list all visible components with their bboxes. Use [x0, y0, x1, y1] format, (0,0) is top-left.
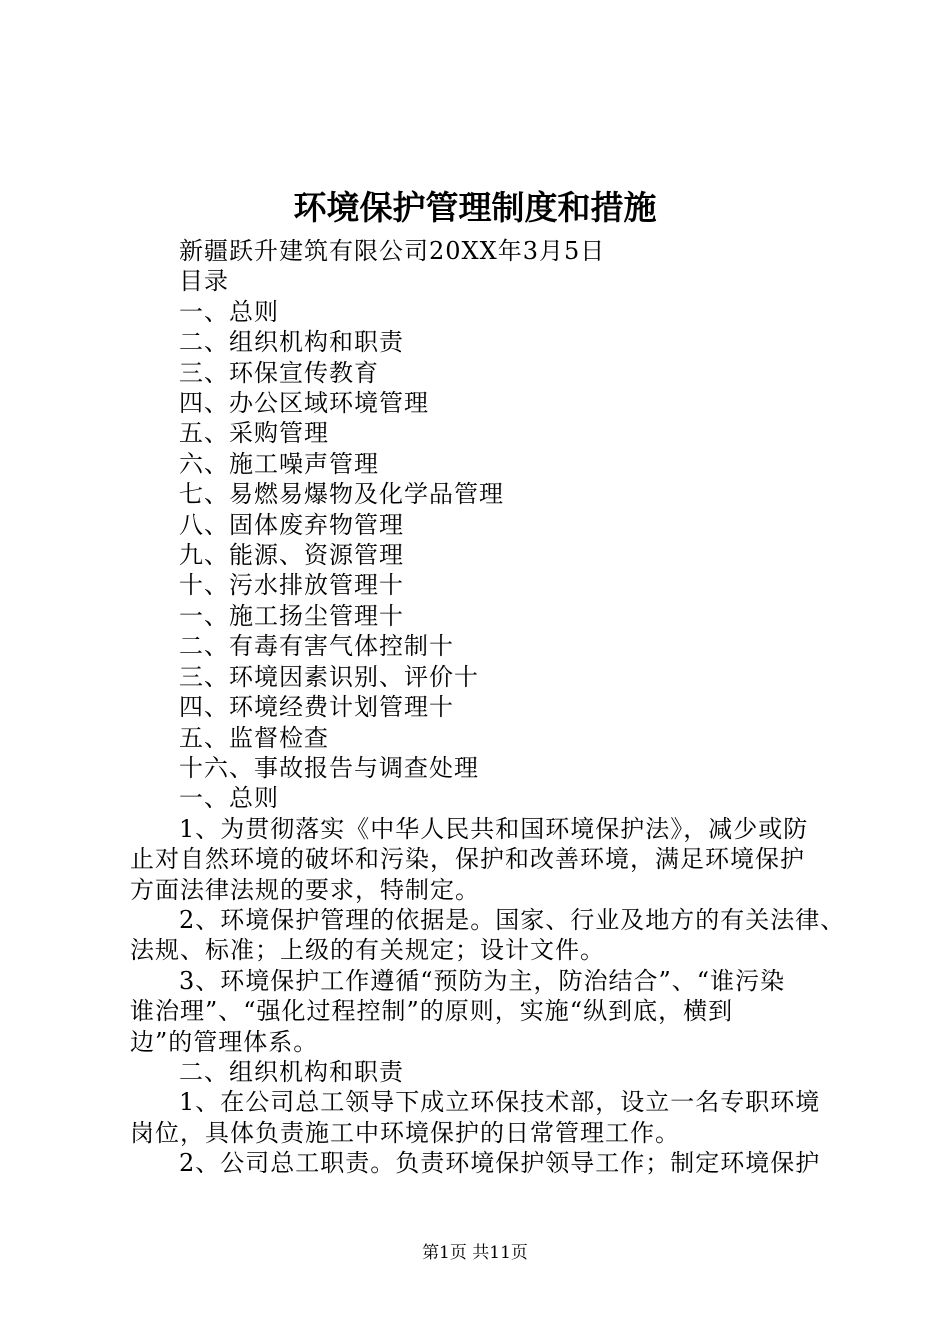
- toc-item: 十、污水排放管理十: [179, 571, 404, 600]
- paragraph-line: 1、为贯彻落实《中华人民共和国环境保护法》，减少或防: [179, 814, 809, 843]
- toc-item: 一、总则: [179, 297, 279, 326]
- paragraph-line: 1、在公司总工领导下成立环保技术部，设立一名专职环境: [179, 1088, 821, 1117]
- table-of-contents: [130, 297, 830, 784]
- toc-item: 三、环保宣传教育: [179, 358, 379, 387]
- toc-item: 四、环境经费计划管理十: [179, 693, 454, 722]
- document-body: [130, 236, 846, 1179]
- toc-item: 四、办公区域环境管理: [179, 389, 429, 418]
- document-subtitle: 新疆跃升建筑有限公司20XX年3月5日: [179, 237, 606, 265]
- paragraph: [130, 1148, 830, 1178]
- paragraph-line: 方面法律法规的要求，特制定。: [130, 875, 480, 904]
- section-heading: 二、组织机构和职责: [179, 1057, 404, 1086]
- paragraph-line: 谁治理”、“强化过程控制”的原则，实施“纵到底，横到: [130, 997, 734, 1026]
- paragraph-line: 2、环境保护管理的依据是。国家、行业及地方的有关法律、: [179, 905, 846, 934]
- paragraph-line: 岗位，具体负责施工中环境保护的日常管理工作。: [130, 1118, 680, 1147]
- toc-item: 三、环境因素识别、评价十: [179, 662, 479, 691]
- toc-heading: 目录: [179, 267, 229, 296]
- page-number-footer: 第1页 共11页: [422, 1243, 528, 1263]
- toc-item: 九、能源、资源管理: [179, 541, 404, 570]
- toc-item: 十六、事故报告与调查处理: [179, 753, 479, 782]
- paragraph: [130, 1087, 830, 1148]
- section-heading: 一、总则: [179, 784, 279, 813]
- toc-item: 五、采购管理: [179, 419, 329, 448]
- paragraph-line: 法规、标准；上级的有关规定；设计文件。: [130, 936, 605, 965]
- toc-item: 八、固体废弃物管理: [179, 510, 404, 539]
- toc-item: 五、监督检查: [179, 723, 329, 752]
- toc-item: 七、易燃易爆物及化学品管理: [179, 480, 504, 509]
- paragraph: [130, 966, 830, 1057]
- toc-item: 一、施工扬尘管理十: [179, 601, 404, 630]
- toc-item: 六、施工噪声管理: [179, 449, 379, 478]
- toc-item: 二、有毒有害气体控制十: [179, 632, 454, 661]
- paragraph-line: 止对自然环境的破坏和污染，保护和改善环境，满足环境保护: [130, 845, 805, 874]
- paragraph: [130, 905, 846, 966]
- paragraph-line: 2、公司总工职责。负责环境保护领导工作；制定环境保护: [179, 1149, 821, 1178]
- paragraph-line: 3、环境保护工作遵循“预防为主，防治结合”、“谁污染: [179, 966, 786, 995]
- paragraph: [130, 814, 830, 905]
- paragraph-line: 边”的管理体系。: [130, 1027, 319, 1056]
- document-title: 环境保护管理制度和措施: [293, 188, 657, 227]
- toc-item: 二、组织机构和职责: [179, 328, 404, 357]
